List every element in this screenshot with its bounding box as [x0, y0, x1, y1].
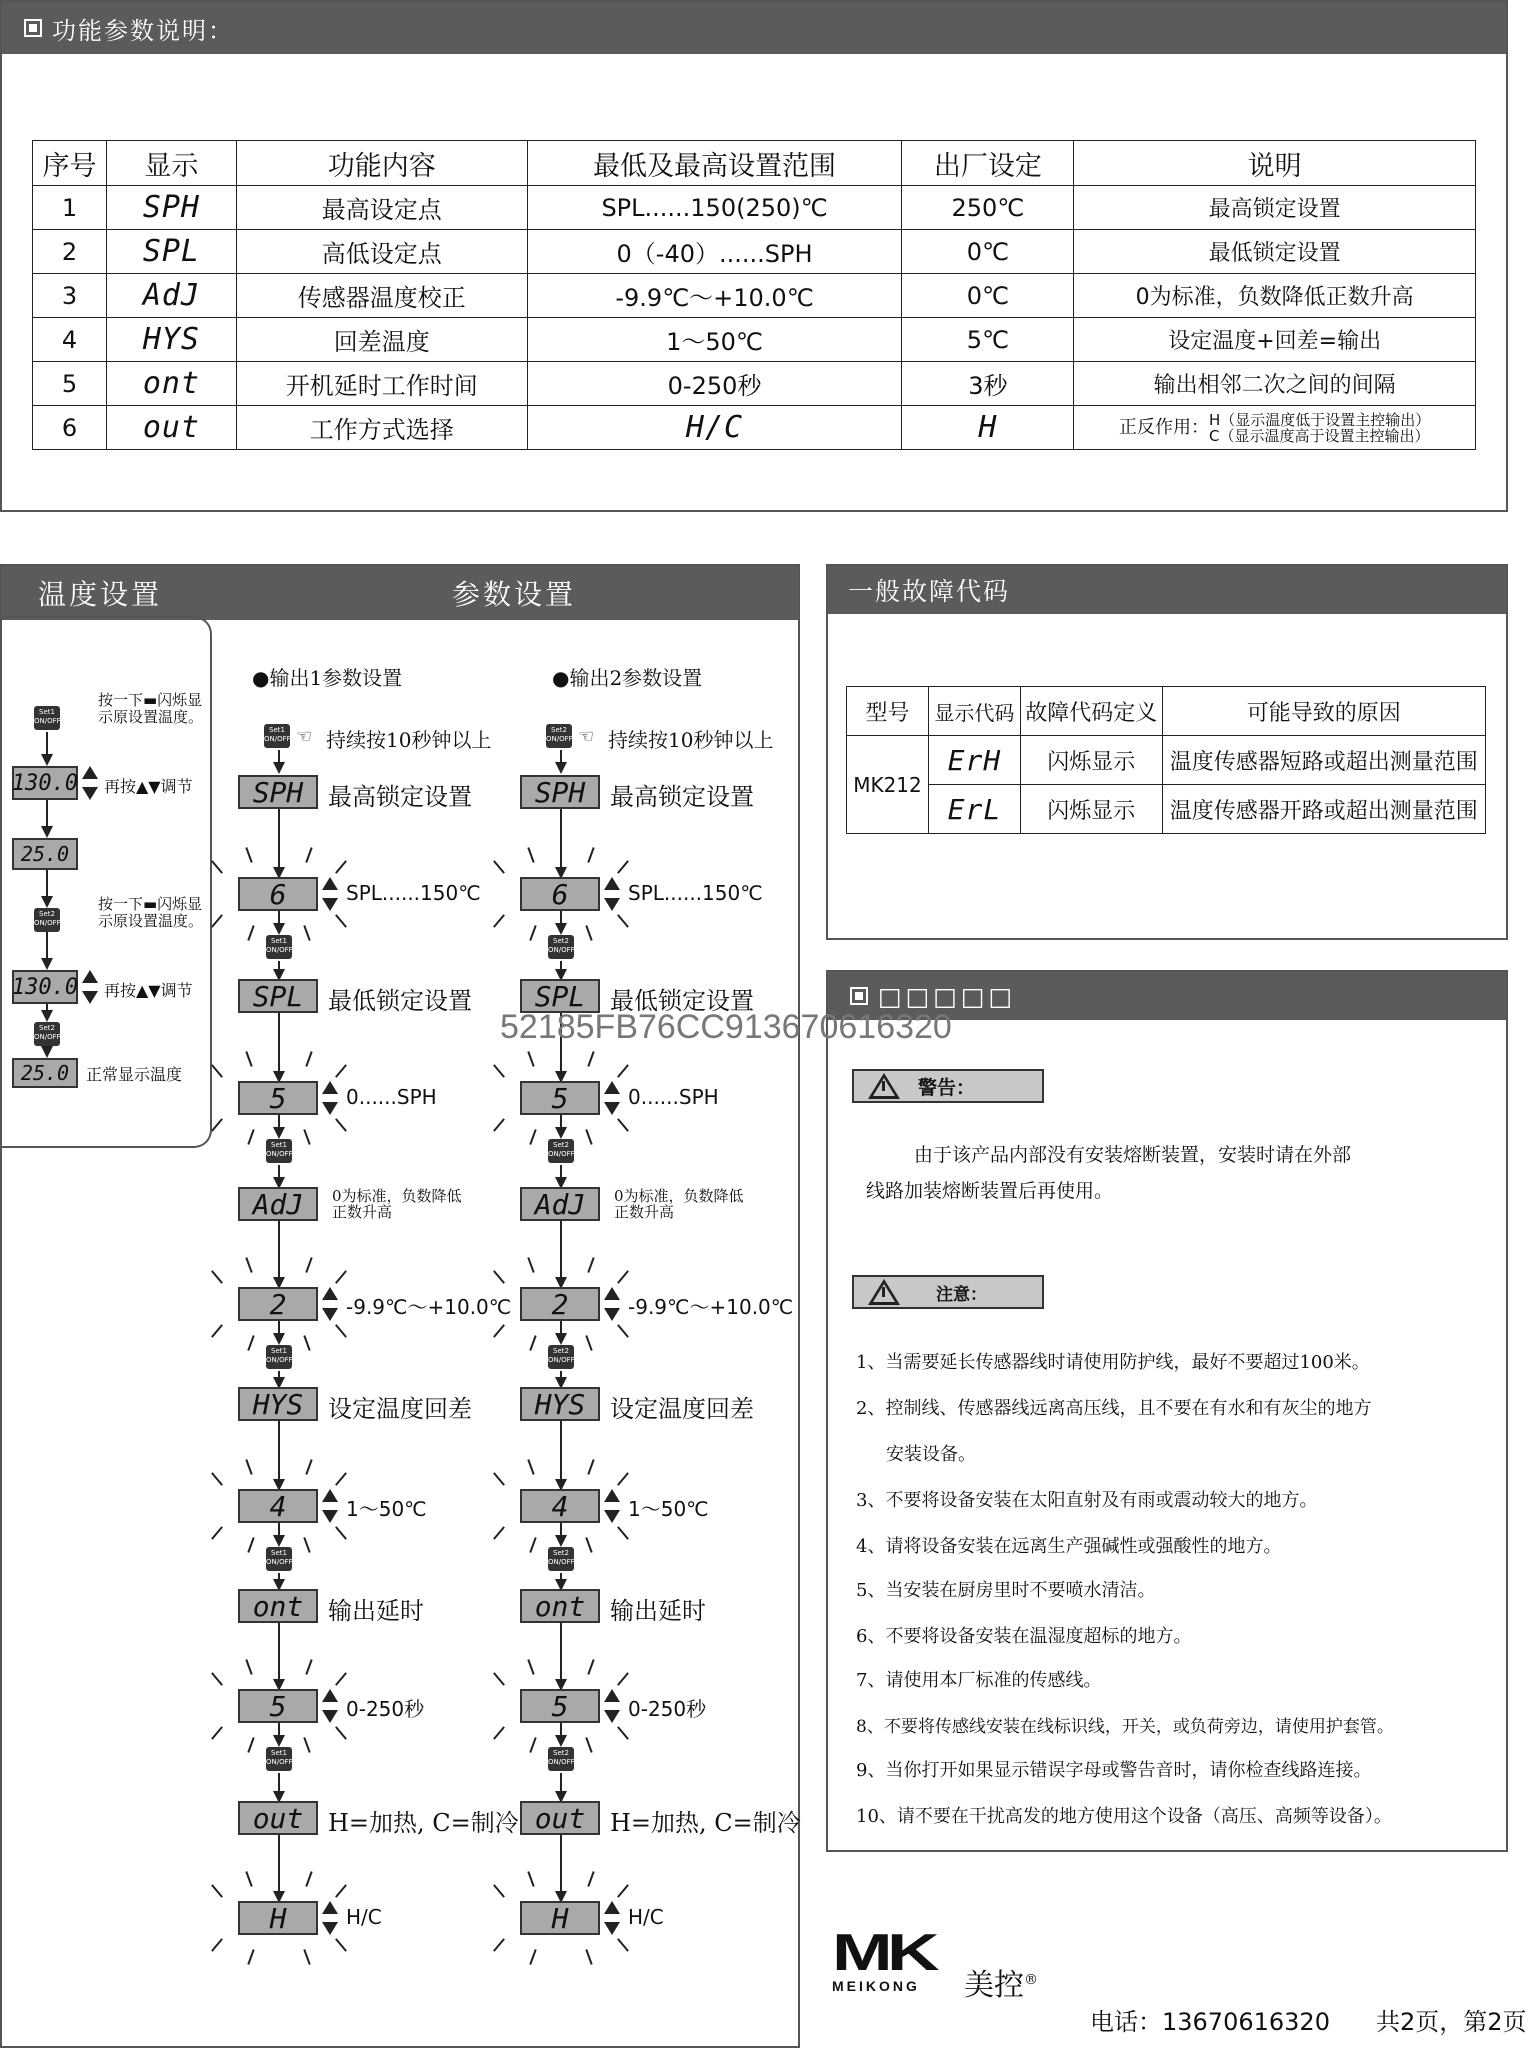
- set-button-icon: Set2 ON/OFF: [546, 724, 572, 748]
- segment-range: H/C: [685, 410, 744, 445]
- lcd-text: out: [534, 1801, 586, 1835]
- row-range: -9.9℃～+10.0℃: [527, 274, 902, 318]
- row-code: [106, 318, 236, 362]
- set-button-icon: Set2 ON/OFF: [548, 1345, 574, 1369]
- step-label: 0为标准，负数降低正数升高: [332, 1187, 462, 1221]
- lcd-display: [12, 766, 78, 800]
- desc-prefix: 正反作用：: [1119, 416, 1210, 438]
- segment-code: out: [142, 410, 200, 445]
- arrow-down-icon: [41, 958, 53, 970]
- table-row: [33, 274, 1476, 318]
- row-desc: 最高锁定设置: [1074, 186, 1476, 230]
- lcd-text: 25.0: [20, 1061, 70, 1085]
- lcd-text: 5: [269, 1081, 287, 1115]
- segment-code: ErL: [947, 792, 1002, 826]
- registered-mark: ®: [1024, 1972, 1038, 1988]
- lcd-text: SPL: [534, 979, 586, 1013]
- step-label: 输出延时: [610, 1597, 706, 1625]
- arrow-down-icon: [555, 762, 567, 774]
- note-item: 1、当需要延长传感器线时请使用防护线，最好不要超过100米。: [856, 1352, 1370, 1373]
- step-label: H=加热, C=制冷: [610, 1809, 801, 1837]
- row-default: [902, 406, 1074, 450]
- row-default: 0℃: [902, 274, 1074, 318]
- note-item: 2、控制线、传感器线远离高压线，且不要在有水和有灰尘的地方: [856, 1398, 1372, 1419]
- logo-text: MEIKONG: [832, 1978, 920, 1994]
- temp-step-3: 按一下▬闪烁显示原设置温度。: [98, 895, 204, 930]
- note-item: 10、请不要在干扰高发的地方使用这个设备（高压、高频等设备）。: [856, 1806, 1392, 1827]
- step-label: 最高锁定设置: [328, 783, 472, 811]
- segment-code: ont: [142, 366, 200, 401]
- header-cell: 型号: [847, 687, 929, 736]
- arrow-down-icon: [273, 1127, 285, 1139]
- row-range: 0-250秒: [527, 362, 902, 406]
- fault-code: [928, 736, 1020, 785]
- params-header: [2, 2, 1506, 54]
- lcd-text: HYS: [252, 1387, 304, 1421]
- arrow-down-icon: [41, 1046, 53, 1058]
- header-cell: 最低及最高设置范围: [527, 141, 902, 186]
- lcd-display: [520, 1287, 600, 1321]
- segment-code: ErH: [947, 743, 1002, 777]
- lcd-display: [238, 1801, 318, 1835]
- lcd-display: [520, 877, 600, 911]
- row-func: 工作方式选择: [236, 406, 527, 450]
- lcd-text: SPH: [534, 775, 586, 809]
- header-cell: 功能内容: [236, 141, 527, 186]
- desc-lines: [1209, 412, 1430, 444]
- row-range: SPL......150(250)℃: [527, 186, 902, 230]
- arrow-down-icon: [273, 1735, 285, 1747]
- lcd-text: H: [269, 1901, 287, 1935]
- segment-code: HYS: [142, 322, 200, 357]
- lcd-display: [238, 1689, 318, 1723]
- row-desc: 0为标准，负数降低正数升高: [1074, 274, 1476, 318]
- row-code: [106, 230, 236, 274]
- step-label: 0为标准，负数降低正数升高: [614, 1187, 744, 1221]
- step-label: H=加热, C=制冷: [328, 1809, 519, 1837]
- step-label: -9.9℃～+10.0℃: [628, 1295, 794, 1319]
- up-down-arrows-icon: [604, 1689, 620, 1723]
- lcd-text: 6: [269, 877, 287, 911]
- row-desc: [1074, 406, 1476, 450]
- segment-code: AdJ: [142, 278, 200, 313]
- step-label: 最高锁定设置: [610, 783, 754, 811]
- notice-icon: [868, 1279, 900, 1305]
- warning-icon: [868, 1073, 900, 1099]
- lcd-display: [520, 1801, 600, 1835]
- row-no: 3: [33, 274, 107, 318]
- segment-code: SPH: [142, 190, 200, 225]
- arrow-down-icon: [273, 1333, 285, 1345]
- set-button-icon: Set2 ON/OFF: [548, 1547, 574, 1571]
- lcd-display: [12, 970, 78, 1004]
- step-label: SPL......150℃: [346, 881, 481, 905]
- row-code: [106, 186, 236, 230]
- hold-text: 持续按10秒钟以上: [608, 728, 774, 752]
- header-cell: 显示: [106, 141, 236, 186]
- row-func: 回差温度: [236, 318, 527, 362]
- arrow-down-icon: [273, 762, 285, 774]
- arrow-down-icon: [555, 923, 567, 935]
- lcd-text: 25.0: [20, 842, 70, 866]
- fault-code: [928, 785, 1020, 834]
- lcd-display: [12, 838, 78, 870]
- lcd-display: [520, 1387, 600, 1421]
- step-label: 1～50℃: [346, 1497, 427, 1521]
- lcd-text: 130.0: [11, 974, 79, 1000]
- set-button-icon: Set1 ON/OFF: [266, 1747, 292, 1771]
- table-row: [33, 186, 1476, 230]
- row-no: 5: [33, 362, 107, 406]
- fault-def: 闪烁显示: [1020, 736, 1162, 785]
- temp-step-1: 按一下▬闪烁显示原设置温度。: [98, 691, 204, 726]
- square-icon: [850, 987, 868, 1005]
- col2-title: ●输出2参数设置: [552, 666, 703, 690]
- lcd-text: out: [252, 1801, 304, 1835]
- fault-table-header: [847, 687, 1486, 736]
- row-range: [527, 406, 902, 450]
- lcd-display: [238, 1287, 318, 1321]
- phone: 电话：13670616320: [1090, 2008, 1330, 2036]
- lcd-text: SPL: [252, 979, 304, 1013]
- faults-title: 一般故障代码: [848, 577, 1011, 606]
- desc-line2: C（显示温度高于设置主控输出）: [1209, 426, 1430, 445]
- lcd-text: ont: [252, 1589, 304, 1623]
- up-down-arrows-icon: [604, 1901, 620, 1935]
- notice-label: 注意：: [936, 1284, 987, 1305]
- header-cell: 序号: [33, 141, 107, 186]
- set-button-icon: Set1 ON/OFF: [266, 1139, 292, 1163]
- arrow-down-icon: [41, 754, 53, 766]
- param-settings-title: 参数设置: [452, 578, 577, 611]
- table-row: [847, 736, 1486, 785]
- desc-line1: H（显示温度低于设置主控输出）: [1209, 410, 1431, 429]
- set-button-icon: Set1 ON/OFF: [266, 1547, 292, 1571]
- row-func: 开机延时工作时间: [236, 362, 527, 406]
- lcd-text: ont: [534, 1589, 586, 1623]
- set-button-icon: Set1 ON/OFF: [34, 706, 60, 730]
- lcd-display: [520, 775, 600, 809]
- set-button-icon: Set1 ON/OFF: [264, 724, 290, 748]
- params-table-header: [33, 141, 1476, 186]
- lcd-text: 130.0: [11, 770, 79, 796]
- lcd-text: 4: [269, 1489, 287, 1523]
- square-icon: [24, 19, 42, 37]
- arrow-down-icon: [41, 826, 53, 838]
- up-down-arrows-icon: [82, 970, 98, 1004]
- table-row: [33, 230, 1476, 274]
- lcd-text: AdJ: [252, 1187, 304, 1221]
- lcd-display: [520, 1489, 600, 1523]
- up-down-arrows-icon: [322, 1689, 338, 1723]
- row-func: 传感器温度校正: [236, 274, 527, 318]
- row-func: 高低设定点: [236, 230, 527, 274]
- row-no: 4: [33, 318, 107, 362]
- note-item: 8、不要将传感线安装在线标识线，开关，或负荷旁边，请使用护套管。: [856, 1717, 1394, 1737]
- table-row: [33, 362, 1476, 406]
- row-default: 250℃: [902, 186, 1074, 230]
- model-cell: MK212: [847, 736, 929, 834]
- lcd-display: [520, 1187, 600, 1221]
- note-item: 7、请使用本厂标准的传感线。: [856, 1670, 1102, 1691]
- header-cell: 故障代码定义: [1020, 687, 1162, 736]
- row-desc: 最低锁定设置: [1074, 230, 1476, 274]
- fault-def: 闪烁显示: [1020, 785, 1162, 834]
- warning-label: 警告：: [918, 1076, 976, 1099]
- fault-cause: 温度传感器短路或超出测量范围: [1162, 736, 1485, 785]
- note-item: 6、不要将设备安装在温湿度超标的地方。: [856, 1626, 1192, 1647]
- table-row: [33, 318, 1476, 362]
- notice-box: [852, 1275, 1044, 1309]
- lcd-display: [238, 775, 318, 809]
- row-code: [106, 362, 236, 406]
- up-down-arrows-icon: [322, 877, 338, 911]
- lcd-text: 2: [269, 1287, 287, 1321]
- set-button-icon: Set2 ON/OFF: [548, 1139, 574, 1163]
- temp-step-4: 再按▲▼调节: [104, 981, 193, 1000]
- row-default: 5℃: [902, 318, 1074, 362]
- warning-text-2: 线路加装熔断装置后再使用。: [866, 1180, 1114, 1202]
- row-no: 2: [33, 230, 107, 274]
- hand-icon: ☜: [578, 726, 595, 747]
- step-label: -9.9℃～+10.0℃: [346, 1295, 512, 1319]
- lcd-display: [238, 979, 318, 1013]
- lcd-display: [238, 1187, 318, 1221]
- step-label: 设定温度回差: [328, 1395, 472, 1423]
- lcd-display: [238, 1387, 318, 1421]
- logo-mark: MK: [832, 1924, 935, 1982]
- note-item: 4、请将设备安装在远离生产强碱性或强酸性的地方。: [856, 1536, 1282, 1557]
- lcd-text: HYS: [534, 1387, 586, 1421]
- up-down-arrows-icon: [604, 877, 620, 911]
- step-label: 0......SPH: [628, 1085, 719, 1109]
- lcd-display: [12, 1058, 78, 1088]
- brand-text: 美控: [964, 1968, 1024, 2003]
- temp-step-2: 再按▲▼调节: [104, 777, 193, 796]
- step-label: 输出延时: [328, 1597, 424, 1625]
- arrow-down-icon: [555, 1535, 567, 1547]
- row-default: 3秒: [902, 362, 1074, 406]
- set-button-icon: Set2 ON/OFF: [548, 935, 574, 959]
- table-row: [847, 785, 1486, 834]
- step-label: 设定温度回差: [610, 1395, 754, 1423]
- note-item: 安装设备。: [886, 1444, 976, 1465]
- header-cell: 显示代码: [928, 687, 1020, 736]
- row-func: 最高设定点: [236, 186, 527, 230]
- row-desc: 设定温度+回差=输出: [1074, 318, 1476, 362]
- row-range: 0（-40）......SPH: [527, 230, 902, 274]
- note-item: 5、当安装在厨房里时不要喷水清洁。: [856, 1580, 1156, 1601]
- lcd-text: 5: [551, 1689, 569, 1723]
- step-label: 0......SPH: [346, 1085, 437, 1109]
- lcd-text: 6: [551, 877, 569, 911]
- up-down-arrows-icon: [322, 1489, 338, 1523]
- step-label: 最低锁定设置: [328, 987, 472, 1015]
- set-button-icon: Set2 ON/OFF: [34, 1022, 60, 1046]
- lcd-display: [238, 1589, 318, 1623]
- hold-text: 持续按10秒钟以上: [326, 728, 492, 752]
- page-count: 共2页，第2页: [1376, 2008, 1527, 2036]
- arrow-down-icon: [41, 1010, 53, 1022]
- temp-settings-title: 温度设置: [38, 578, 163, 611]
- step-label: H/C: [346, 1905, 382, 1929]
- row-range: 1～50℃: [527, 318, 902, 362]
- arrow-down-icon: [555, 1735, 567, 1747]
- up-down-arrows-icon: [604, 1287, 620, 1321]
- lcd-display: [520, 1901, 600, 1935]
- lcd-text: 5: [269, 1689, 287, 1723]
- lcd-text: SPH: [252, 775, 304, 809]
- lcd-text: H: [551, 1901, 569, 1935]
- up-down-arrows-icon: [322, 1901, 338, 1935]
- header-cell: 说明: [1074, 141, 1476, 186]
- settings-header: [2, 566, 798, 620]
- header-cell: 出厂设定: [902, 141, 1074, 186]
- up-down-arrows-icon: [604, 1081, 620, 1115]
- step-label: 0-250秒: [628, 1697, 707, 1721]
- arrow-down-icon: [41, 896, 53, 908]
- row-code: [106, 274, 236, 318]
- lcd-text: AdJ: [534, 1187, 586, 1221]
- up-down-arrows-icon: [82, 766, 98, 800]
- params-title: 功能参数说明：: [52, 16, 234, 45]
- step-label: SPL......150℃: [628, 881, 763, 905]
- watermark: 52185FB76CC913670616320: [500, 1008, 952, 1046]
- row-code: [106, 406, 236, 450]
- set-button-icon: Set1 ON/OFF: [266, 935, 292, 959]
- lcd-display: [238, 877, 318, 911]
- fault-table: [846, 686, 1486, 834]
- faults-header: [828, 566, 1506, 614]
- lcd-display: [238, 1081, 318, 1115]
- step-label: H/C: [628, 1905, 664, 1929]
- notes-title: □□□□□: [878, 981, 1017, 1011]
- up-down-arrows-icon: [322, 1287, 338, 1321]
- segment-code: SPL: [142, 234, 200, 269]
- row-default: 0℃: [902, 230, 1074, 274]
- table-row: [33, 406, 1476, 450]
- step-label: 0-250秒: [346, 1697, 425, 1721]
- temp-step-5: 正常显示温度: [86, 1065, 183, 1084]
- up-down-arrows-icon: [322, 1081, 338, 1115]
- row-no: 6: [33, 406, 107, 450]
- arrow-down-icon: [273, 1535, 285, 1547]
- lcd-display: [520, 1589, 600, 1623]
- lcd-text: 5: [551, 1081, 569, 1115]
- note-item: 9、当你打开如果显示错误字母或警告音时，请你检查线路连接。: [856, 1760, 1372, 1781]
- lcd-display: [238, 1489, 318, 1523]
- note-item: 3、不要将设备安装在太阳直射及有雨或震动较大的地方。: [856, 1490, 1318, 1511]
- fault-cause: 温度传感器开路或超出测量范围: [1162, 785, 1485, 834]
- set-button-icon: Set2 ON/OFF: [34, 908, 60, 932]
- lcd-text: 4: [551, 1489, 569, 1523]
- brand-name: [964, 1960, 1038, 2004]
- lcd-text: 2: [551, 1287, 569, 1321]
- lcd-display: [520, 1081, 600, 1115]
- header-cell: 可能导致的原因: [1162, 687, 1485, 736]
- params-table: [32, 140, 1476, 450]
- set-button-icon: Set2 ON/OFF: [548, 1747, 574, 1771]
- up-down-arrows-icon: [604, 1489, 620, 1523]
- logo: [832, 1924, 962, 1996]
- lcd-display: [520, 1689, 600, 1723]
- arrow-down-icon: [555, 1333, 567, 1345]
- warning-text-1: 由于该产品内部没有安装熔断装置，安装时请在外部: [914, 1144, 1352, 1166]
- step-label: 1～50℃: [628, 1497, 709, 1521]
- arrow-down-icon: [555, 1127, 567, 1139]
- lcd-display: [238, 1901, 318, 1935]
- row-no: 1: [33, 186, 107, 230]
- segment-default: H: [978, 410, 998, 445]
- set-button-icon: Set1 ON/OFF: [266, 1345, 292, 1369]
- row-desc: 输出相邻二次之间的间隔: [1074, 362, 1476, 406]
- warning-box: [852, 1069, 1044, 1103]
- col1-title: ●输出1参数设置: [252, 666, 403, 690]
- step-label: 最低锁定设置: [610, 987, 754, 1015]
- arrow-down-icon: [273, 923, 285, 935]
- hand-icon: ☜: [296, 726, 313, 747]
